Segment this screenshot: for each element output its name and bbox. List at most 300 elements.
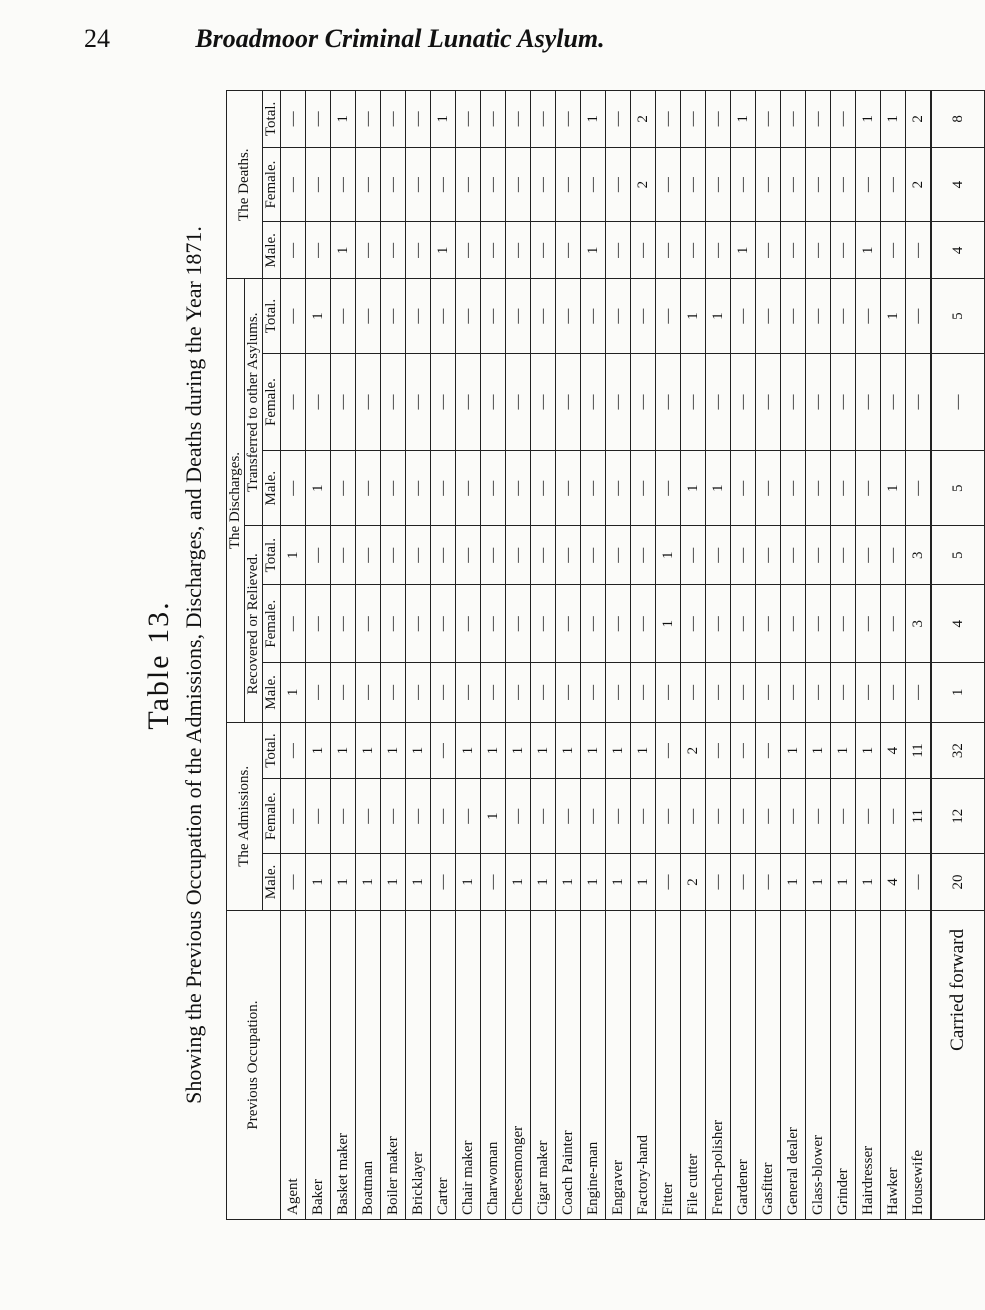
value-cell-rt: — — [731, 526, 756, 585]
value-cell-tf: — — [656, 353, 681, 451]
value-cell-dm: — — [406, 222, 431, 279]
value-cell-tt: — — [481, 279, 506, 353]
value-cell-rt: — — [331, 526, 356, 585]
value-cell-dm: 1 — [856, 222, 881, 279]
value-cell-rf: — — [431, 585, 456, 663]
occupation-cell: Carter — [431, 911, 456, 1220]
value-cell-dm: — — [906, 222, 932, 279]
value-cell-tf: — — [706, 353, 731, 451]
value-cell-dt: — — [681, 91, 706, 148]
value-cell-df: — — [881, 147, 906, 222]
value-cell-tm: — — [281, 451, 306, 526]
value-cell-tm: — — [406, 451, 431, 526]
value-cell-dt: — — [706, 91, 731, 148]
value-cell-af: — — [506, 779, 531, 854]
value-cell-at: 1 — [381, 722, 406, 779]
value-cell-df: — — [531, 147, 556, 222]
value-cell-tt: — — [806, 279, 831, 353]
value-cell-tm: 1 — [881, 451, 906, 526]
subheader-male: Male. — [263, 853, 281, 910]
value-cell-df: — — [856, 147, 881, 222]
value-cell-af: — — [731, 779, 756, 854]
carried-forward-tm: 5 — [931, 451, 985, 526]
value-cell-tm: — — [506, 451, 531, 526]
value-cell-af: — — [781, 779, 806, 854]
value-cell-at: — — [756, 722, 781, 779]
value-cell-rm: — — [381, 663, 406, 723]
value-cell-rt: — — [481, 526, 506, 585]
value-cell-tt: — — [906, 279, 932, 353]
value-cell-df: — — [831, 147, 856, 222]
value-cell-rf: — — [756, 585, 781, 663]
value-cell-am: 1 — [631, 853, 656, 910]
value-cell-am: — — [481, 853, 506, 910]
value-cell-tm: — — [556, 451, 581, 526]
col-transferred: Transferred to other Asylums. — [245, 279, 263, 526]
value-cell-dm: — — [506, 222, 531, 279]
carried-forward-tf: — — [931, 353, 985, 451]
value-cell-tf: — — [306, 353, 331, 451]
value-cell-at: 1 — [606, 722, 631, 779]
value-cell-tt: — — [431, 279, 456, 353]
value-cell-rm: — — [881, 663, 906, 723]
value-cell-tm: — — [431, 451, 456, 526]
value-cell-dm: — — [556, 222, 581, 279]
value-cell-dm: 1 — [581, 222, 606, 279]
occupation-cell: Boatman — [356, 911, 381, 1220]
value-cell-tm: — — [631, 451, 656, 526]
value-cell-tm: — — [606, 451, 631, 526]
value-cell-at: 1 — [456, 722, 481, 779]
value-cell-rm: — — [706, 663, 731, 723]
value-cell-df: — — [356, 147, 381, 222]
value-cell-am: 1 — [531, 853, 556, 910]
value-cell-dm: — — [531, 222, 556, 279]
value-cell-am: 1 — [506, 853, 531, 910]
value-cell-dt: 2 — [631, 91, 656, 148]
value-cell-tf: — — [906, 353, 932, 451]
value-cell-af: — — [281, 779, 306, 854]
subheader-total: Total. — [263, 279, 281, 353]
table-row — [706, 91, 731, 1220]
value-cell-rt: — — [781, 526, 806, 585]
occupation-cell: File cutter — [681, 911, 706, 1220]
value-cell-af: — — [406, 779, 431, 854]
table-row — [881, 91, 906, 1220]
value-cell-am: 1 — [356, 853, 381, 910]
value-cell-rm: — — [306, 663, 331, 723]
occupation-cell: Bricklayer — [406, 911, 431, 1220]
value-cell-rf: — — [481, 585, 506, 663]
value-cell-dt: — — [406, 91, 431, 148]
value-cell-tt: — — [281, 279, 306, 353]
table-row — [731, 91, 756, 1220]
value-cell-rm: — — [356, 663, 381, 723]
value-cell-am: 1 — [856, 853, 881, 910]
value-cell-df: — — [281, 147, 306, 222]
value-cell-tt: — — [781, 279, 806, 353]
value-cell-am: 1 — [456, 853, 481, 910]
value-cell-rt: — — [831, 526, 856, 585]
value-cell-df: — — [456, 147, 481, 222]
value-cell-rf: — — [531, 585, 556, 663]
table-row — [756, 91, 781, 1220]
value-cell-rt: — — [531, 526, 556, 585]
value-cell-tm: — — [381, 451, 406, 526]
table-row — [381, 91, 406, 1220]
value-cell-tt: — — [581, 279, 606, 353]
value-cell-rf: — — [881, 585, 906, 663]
value-cell-rt: — — [706, 526, 731, 585]
table-row — [606, 91, 631, 1220]
value-cell-rm: — — [656, 663, 681, 723]
value-cell-tm: 1 — [306, 451, 331, 526]
value-cell-rm: — — [431, 663, 456, 723]
col-occupation: Previous Occupation. — [227, 911, 281, 1220]
table-row — [481, 91, 506, 1220]
occupation-cell: Gasfitter — [756, 911, 781, 1220]
value-cell-tm: — — [756, 451, 781, 526]
value-cell-tf: — — [681, 353, 706, 451]
value-cell-rf: — — [381, 585, 406, 663]
occupation-cell: Fitter — [656, 911, 681, 1220]
value-cell-tt: — — [631, 279, 656, 353]
value-cell-dm: — — [806, 222, 831, 279]
value-cell-df: 2 — [631, 147, 656, 222]
subheader-female: Female. — [263, 585, 281, 663]
occupation-cell: French-polisher — [706, 911, 731, 1220]
value-cell-af: — — [881, 779, 906, 854]
value-cell-dt: — — [506, 91, 531, 148]
value-cell-rf: — — [406, 585, 431, 663]
value-cell-rt: 1 — [656, 526, 681, 585]
value-cell-rf: — — [331, 585, 356, 663]
value-cell-rf: — — [631, 585, 656, 663]
value-cell-rt: — — [631, 526, 656, 585]
value-cell-rm: — — [531, 663, 556, 723]
value-cell-rm: — — [756, 663, 781, 723]
carried-forward-df: 4 — [931, 147, 985, 222]
rotated-table-block — [140, 90, 968, 1240]
value-cell-rm: — — [606, 663, 631, 723]
value-cell-dm: — — [656, 222, 681, 279]
value-cell-dt: 1 — [431, 91, 456, 148]
value-cell-am: — — [756, 853, 781, 910]
value-cell-tt: — — [606, 279, 631, 353]
value-cell-rm: — — [781, 663, 806, 723]
value-cell-tt: — — [531, 279, 556, 353]
value-cell-at: 2 — [681, 722, 706, 779]
carried-forward-dm: 4 — [931, 222, 985, 279]
table-row — [681, 91, 706, 1220]
value-cell-tf: — — [531, 353, 556, 451]
value-cell-dt: — — [456, 91, 481, 148]
value-cell-tm: 1 — [706, 451, 731, 526]
value-cell-rt: — — [556, 526, 581, 585]
table-row — [556, 91, 581, 1220]
value-cell-tt: — — [406, 279, 431, 353]
value-cell-tf: — — [731, 353, 756, 451]
value-cell-df: — — [681, 147, 706, 222]
value-cell-rm: — — [556, 663, 581, 723]
value-cell-rt: — — [881, 526, 906, 585]
value-cell-af: — — [756, 779, 781, 854]
value-cell-dm: — — [606, 222, 631, 279]
value-cell-tt: — — [356, 279, 381, 353]
value-cell-tt: — — [656, 279, 681, 353]
value-cell-rf: — — [581, 585, 606, 663]
value-cell-dt: 1 — [881, 91, 906, 148]
value-cell-dt: — — [656, 91, 681, 148]
value-cell-dt: 1 — [581, 91, 606, 148]
carried-forward-row — [931, 91, 985, 1220]
value-cell-af: — — [356, 779, 381, 854]
value-cell-tf: — — [281, 353, 306, 451]
table-title: Showing the Previous Occupation of the Admissions, Discharges, and Deaths during the Year 1871. — [181, 226, 206, 1104]
value-cell-dt: — — [806, 91, 831, 148]
carried-forward-rf: 4 — [931, 585, 985, 663]
occupation-cell: Engraver — [606, 911, 631, 1220]
value-cell-rt: — — [581, 526, 606, 585]
value-cell-dt: 1 — [856, 91, 881, 148]
table-row — [831, 91, 856, 1220]
value-cell-af: — — [431, 779, 456, 854]
occupation-cell: Gardener — [731, 911, 756, 1220]
value-cell-rm: — — [581, 663, 606, 723]
value-cell-tt: — — [731, 279, 756, 353]
value-cell-at: 1 — [481, 722, 506, 779]
value-cell-dm: 1 — [731, 222, 756, 279]
value-cell-at: 1 — [306, 722, 331, 779]
value-cell-rm: — — [731, 663, 756, 723]
value-cell-af: — — [456, 779, 481, 854]
value-cell-tm: — — [906, 451, 932, 526]
value-cell-dt: — — [606, 91, 631, 148]
value-cell-rm: — — [456, 663, 481, 723]
carried-forward-at: 32 — [931, 722, 985, 779]
occupation-cell: Cheesemonger — [506, 911, 531, 1220]
value-cell-tf: — — [856, 353, 881, 451]
value-cell-tf: — — [756, 353, 781, 451]
value-cell-at: 11 — [906, 722, 932, 779]
value-cell-am: 1 — [581, 853, 606, 910]
value-cell-tf: — — [381, 353, 406, 451]
col-deaths: The Deaths. — [227, 91, 263, 279]
value-cell-tm: — — [531, 451, 556, 526]
value-cell-df: — — [381, 147, 406, 222]
value-cell-dm: — — [281, 222, 306, 279]
value-cell-af: — — [631, 779, 656, 854]
value-cell-at: — — [731, 722, 756, 779]
value-cell-tm: — — [856, 451, 881, 526]
value-cell-tf: — — [606, 353, 631, 451]
value-cell-df: — — [806, 147, 831, 222]
occupation-cell: Agent — [281, 911, 306, 1220]
value-cell-tt: — — [831, 279, 856, 353]
value-cell-af: — — [856, 779, 881, 854]
value-cell-tm: — — [331, 451, 356, 526]
page-number: 24 — [84, 24, 110, 53]
value-cell-rf: — — [781, 585, 806, 663]
value-cell-am: 1 — [781, 853, 806, 910]
carried-forward-dt: 8 — [931, 91, 985, 148]
value-cell-rf: — — [281, 585, 306, 663]
value-cell-am: — — [731, 853, 756, 910]
value-cell-dm: — — [681, 222, 706, 279]
table-row — [406, 91, 431, 1220]
value-cell-df: — — [581, 147, 606, 222]
value-cell-dm: — — [881, 222, 906, 279]
value-cell-am: 1 — [381, 853, 406, 910]
occupation-cell: Hawker — [881, 911, 906, 1220]
value-cell-tf: — — [556, 353, 581, 451]
value-cell-tm: — — [781, 451, 806, 526]
table-row — [856, 91, 881, 1220]
value-cell-dm: — — [631, 222, 656, 279]
occupation-cell: Cigar maker — [531, 911, 556, 1220]
table-row — [906, 91, 932, 1220]
subheader-male: Male. — [263, 222, 281, 279]
value-cell-tf: — — [881, 353, 906, 451]
value-cell-df: — — [406, 147, 431, 222]
value-cell-af: 1 — [481, 779, 506, 854]
value-cell-rt: — — [306, 526, 331, 585]
value-cell-tm: — — [356, 451, 381, 526]
table-row — [631, 91, 656, 1220]
page-header — [0, 18, 800, 58]
table-row — [581, 91, 606, 1220]
value-cell-at: 1 — [331, 722, 356, 779]
value-cell-rt: — — [506, 526, 531, 585]
value-cell-dm: — — [306, 222, 331, 279]
occupation-cell: Chair maker — [456, 911, 481, 1220]
value-cell-rm: — — [481, 663, 506, 723]
occupation-cell: Charwoman — [481, 911, 506, 1220]
occupation-cell: Engine-man — [581, 911, 606, 1220]
col-discharges: The Discharges. — [227, 279, 245, 722]
value-cell-dm: 1 — [331, 222, 356, 279]
subheader-male: Male. — [263, 451, 281, 526]
carried-forward-tt: 5 — [931, 279, 985, 353]
value-cell-tm: — — [456, 451, 481, 526]
value-cell-am: 1 — [556, 853, 581, 910]
value-cell-at: 1 — [631, 722, 656, 779]
value-cell-tt: 1 — [706, 279, 731, 353]
value-cell-rf: — — [856, 585, 881, 663]
value-cell-tf: — — [481, 353, 506, 451]
value-cell-at: 1 — [581, 722, 606, 779]
occupation-cell: Hairdresser — [856, 911, 881, 1220]
value-cell-dm: — — [706, 222, 731, 279]
value-cell-df: 2 — [906, 147, 932, 222]
value-cell-af: — — [381, 779, 406, 854]
value-cell-df: — — [306, 147, 331, 222]
value-cell-tf: — — [356, 353, 381, 451]
value-cell-df: — — [731, 147, 756, 222]
value-cell-at: 1 — [856, 722, 881, 779]
value-cell-rf: 3 — [906, 585, 932, 663]
value-cell-am: 1 — [831, 853, 856, 910]
value-cell-df: — — [706, 147, 731, 222]
value-cell-af: — — [656, 779, 681, 854]
value-cell-am: 2 — [681, 853, 706, 910]
value-cell-df: — — [506, 147, 531, 222]
value-cell-rm: — — [681, 663, 706, 723]
value-cell-tt: — — [756, 279, 781, 353]
occupation-cell: Baker — [306, 911, 331, 1220]
value-cell-af: — — [706, 779, 731, 854]
value-cell-df: — — [556, 147, 581, 222]
value-cell-rf: — — [356, 585, 381, 663]
value-cell-tm: — — [731, 451, 756, 526]
value-cell-df: — — [331, 147, 356, 222]
value-cell-dt: — — [756, 91, 781, 148]
value-cell-rm: — — [856, 663, 881, 723]
subheader-female: Female. — [263, 779, 281, 854]
value-cell-dt: 2 — [906, 91, 932, 148]
value-cell-at: 1 — [406, 722, 431, 779]
value-cell-at: 1 — [781, 722, 806, 779]
occupation-cell: Grinder — [831, 911, 856, 1220]
value-cell-at: — — [281, 722, 306, 779]
value-cell-dt: — — [306, 91, 331, 148]
value-cell-rm: — — [406, 663, 431, 723]
value-cell-am: 4 — [881, 853, 906, 910]
value-cell-at: 1 — [806, 722, 831, 779]
value-cell-df: — — [781, 147, 806, 222]
table-row — [806, 91, 831, 1220]
value-cell-af: — — [806, 779, 831, 854]
value-cell-tf: — — [581, 353, 606, 451]
value-cell-tm: — — [831, 451, 856, 526]
value-cell-tm: — — [581, 451, 606, 526]
table-row — [306, 91, 331, 1220]
value-cell-tt: 1 — [681, 279, 706, 353]
value-cell-tf: — — [806, 353, 831, 451]
value-cell-tt: — — [381, 279, 406, 353]
table-label: Table 13. — [142, 600, 175, 730]
table-row — [331, 91, 356, 1220]
value-cell-rf: — — [306, 585, 331, 663]
value-cell-rt: — — [856, 526, 881, 585]
value-cell-tf: — — [331, 353, 356, 451]
value-cell-tf: — — [831, 353, 856, 451]
value-cell-rm: 1 — [281, 663, 306, 723]
value-cell-rf: — — [556, 585, 581, 663]
value-cell-tm: — — [656, 451, 681, 526]
value-cell-rm: — — [506, 663, 531, 723]
value-cell-df: — — [481, 147, 506, 222]
value-cell-am: 1 — [406, 853, 431, 910]
value-cell-rf: — — [706, 585, 731, 663]
value-cell-rf: — — [456, 585, 481, 663]
value-cell-dm: — — [356, 222, 381, 279]
value-cell-rf: — — [606, 585, 631, 663]
occupation-cell: Factory-hand — [631, 911, 656, 1220]
occupation-cell: General dealer — [781, 911, 806, 1220]
value-cell-tt: — — [331, 279, 356, 353]
subheader-total: Total. — [263, 526, 281, 585]
value-cell-af: — — [681, 779, 706, 854]
occupation-cell: Basket maker — [331, 911, 356, 1220]
occupation-table — [226, 90, 985, 1220]
value-cell-rm: — — [806, 663, 831, 723]
value-cell-rm: — — [906, 663, 932, 723]
value-cell-dm: — — [381, 222, 406, 279]
value-cell-df: — — [756, 147, 781, 222]
value-cell-df: — — [431, 147, 456, 222]
value-cell-tf: — — [631, 353, 656, 451]
